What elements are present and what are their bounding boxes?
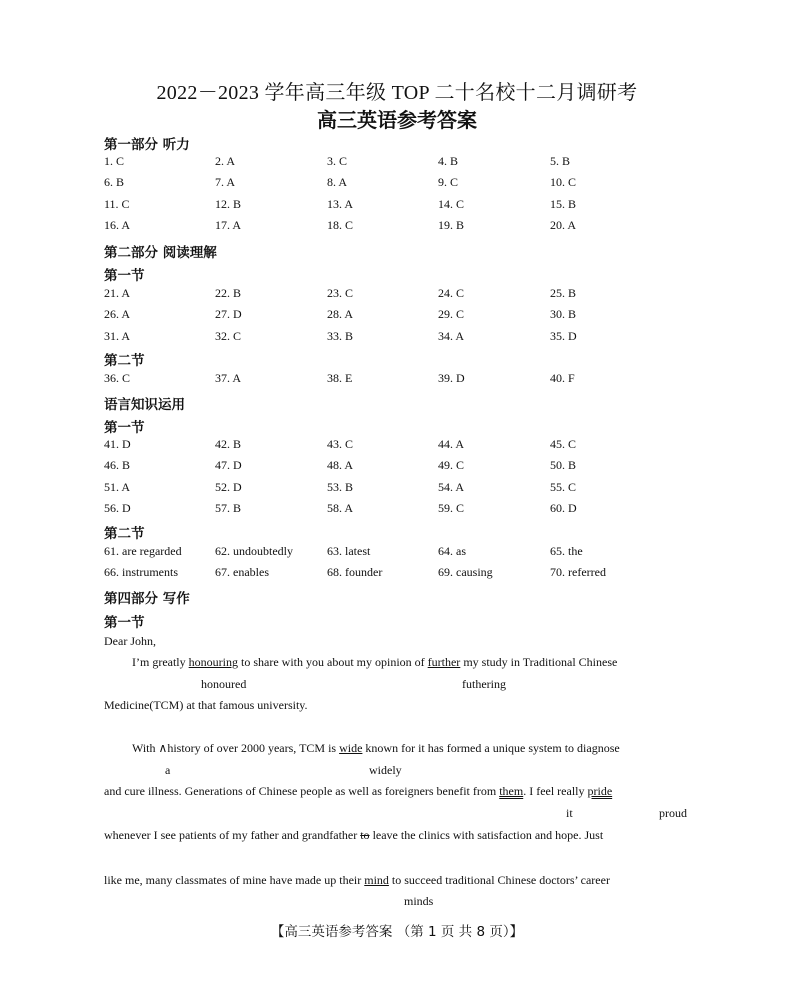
essay-p2-line4: like me, many classmates of mine have made up their mind to succeed traditional Chinese doctors’ career (104, 873, 610, 887)
answer-item: 59. C (438, 500, 465, 515)
error-mark: pride (587, 784, 613, 798)
answer-item: 36. C (104, 371, 131, 385)
answer-item: 32. C (215, 328, 242, 343)
part4-heading: 第四部分 写作 (104, 591, 190, 607)
part4-section1-heading: 第一节 (104, 615, 145, 631)
answer-item: 41. D (104, 437, 131, 451)
answer-row (0, 501, 794, 517)
answer-item: 53. B (327, 479, 354, 494)
answer-item: 47. D (215, 458, 242, 473)
answer-row (0, 480, 794, 496)
error-mark: wide (339, 741, 363, 755)
answer-row (0, 544, 794, 560)
answer-item: 55. C (550, 479, 577, 494)
answer-item: 31. A (104, 328, 131, 343)
answer-item: 63. latest (327, 544, 371, 558)
answer-item: 40. F (550, 371, 575, 385)
answer-item: 66. instruments (104, 565, 178, 580)
answer-item: 5. B (550, 154, 571, 168)
answer-item: 1. C (104, 154, 125, 168)
page-title: 2022－2023 学年高三年级 TOP 二十名校十二月调研考 (156, 82, 638, 104)
answer-item: 9. C (438, 175, 459, 190)
answer-item: 26. A (104, 307, 131, 322)
error-mark: further (427, 655, 461, 669)
answer-item: 28. A (327, 307, 354, 322)
error-mark: honouring (188, 655, 238, 669)
answer-row (0, 437, 794, 453)
part3-section2-heading: 第二节 (104, 526, 145, 542)
answer-item: 70. referred (550, 565, 606, 580)
answer-item: 21. A (104, 286, 131, 300)
answer-row (0, 371, 794, 387)
answer-item: 67. enables (215, 565, 269, 580)
answer-item: 10. C (550, 175, 577, 190)
answer-item: 25. B (550, 286, 577, 300)
answer-item: 35. D (550, 328, 577, 343)
answer-item: 7. A (215, 175, 236, 190)
answer-item: 49. C (438, 458, 465, 473)
error-mark: mind (364, 873, 389, 887)
essay-p2-line1: With ∧history of over 2000 years, TCM is wide known for it has formed a unique system to diagnose (132, 741, 620, 755)
answer-item: 54. A (438, 479, 465, 494)
answer-item: 46. B (104, 458, 131, 473)
answer-item: 3. C (327, 154, 348, 168)
part1-heading: 第一部分 听力 (104, 137, 190, 153)
part2-section1-heading: 第一节 (104, 268, 145, 284)
answer-item: 23. C (327, 286, 354, 300)
essay-p2-line3: whenever I see patients of my father and grandfather to leave the clinics with satisfaction and hope. Just (104, 828, 604, 842)
answer-item: 57. B (215, 500, 242, 515)
answer-item: 52. D (215, 479, 242, 494)
part3-section1-heading: 第一节 (104, 420, 145, 436)
answer-item: 42. B (215, 437, 242, 451)
answer-item: 8. A (327, 175, 348, 190)
answer-item: 14. C (438, 196, 465, 211)
answer-item: 13. A (327, 196, 354, 211)
answer-item: 65. the (550, 544, 583, 558)
answer-row (0, 286, 794, 302)
answer-item: 62. undoubtedly (215, 544, 293, 558)
error-mark: them (499, 784, 524, 798)
essay-p2-line2: and cure illness. Generations of Chinese people as well as foreigners benefit from them. I feel really pride (104, 784, 613, 798)
answer-item: 44. A (438, 437, 465, 451)
answer-item: 48. A (327, 458, 354, 473)
answer-item: 69. causing (438, 565, 493, 580)
answer-item: 51. A (104, 479, 131, 494)
answer-item: 17. A (215, 217, 242, 232)
part2-heading: 第二部分 阅读理解 (104, 245, 217, 261)
answer-item: 11. C (104, 196, 130, 211)
answer-item: 30. B (550, 307, 577, 322)
answer-item: 45. C (550, 437, 577, 451)
answer-row (0, 565, 794, 581)
answer-item: 61. are regarded (104, 544, 182, 558)
answer-item: 6. B (104, 175, 125, 190)
answer-row (0, 458, 794, 474)
answer-item: 60. D (550, 500, 577, 515)
answer-item: 64. as (438, 544, 466, 558)
answer-item: 29. C (438, 307, 465, 322)
answer-item: 20. A (550, 217, 577, 232)
answer-row (0, 154, 794, 170)
answer-item: 12. B (215, 196, 242, 211)
answer-row (0, 329, 794, 345)
part2-section2-heading: 第二节 (104, 353, 145, 369)
answer-item: 2. A (215, 154, 236, 168)
essay-p1-line1: I’m greatly honouring to share with you about my opinion of further my study in Traditional Chinese (132, 655, 618, 669)
answer-item: 22. B (215, 286, 242, 300)
answer-item: 16. A (104, 217, 131, 232)
insert-caret: ∧ (158, 741, 168, 755)
page-footer: 【高三英语参考答案 （第 1 页 共 8 页）】 (270, 924, 524, 940)
answer-row (0, 197, 794, 213)
answer-row (0, 307, 794, 323)
page-subtitle: 高三英语参考答案 (317, 108, 477, 132)
answer-item: 56. D (104, 500, 131, 515)
answer-item: 43. C (327, 437, 354, 451)
answer-item: 37. A (215, 371, 242, 385)
answer-item: 4. B (438, 154, 459, 168)
answer-item: 38. E (327, 371, 353, 385)
answer-item: 19. B (438, 217, 465, 232)
answer-item: 58. A (327, 500, 354, 515)
part3-heading: 语言知识运用 (104, 397, 185, 413)
answer-item: 39. D (438, 371, 465, 385)
answer-row (0, 175, 794, 191)
answer-item: 27. D (215, 307, 242, 322)
answer-item: 24. C (438, 286, 465, 300)
answer-item: 68. founder (327, 565, 383, 580)
answer-row (0, 218, 794, 234)
answer-item: 34. A (438, 328, 465, 343)
answer-item: 50. B (550, 458, 577, 473)
answer-item: 33. B (327, 328, 354, 343)
answer-item: 18. C (327, 217, 354, 232)
answer-item: 15. B (550, 196, 577, 211)
error-mark: to (360, 828, 370, 842)
